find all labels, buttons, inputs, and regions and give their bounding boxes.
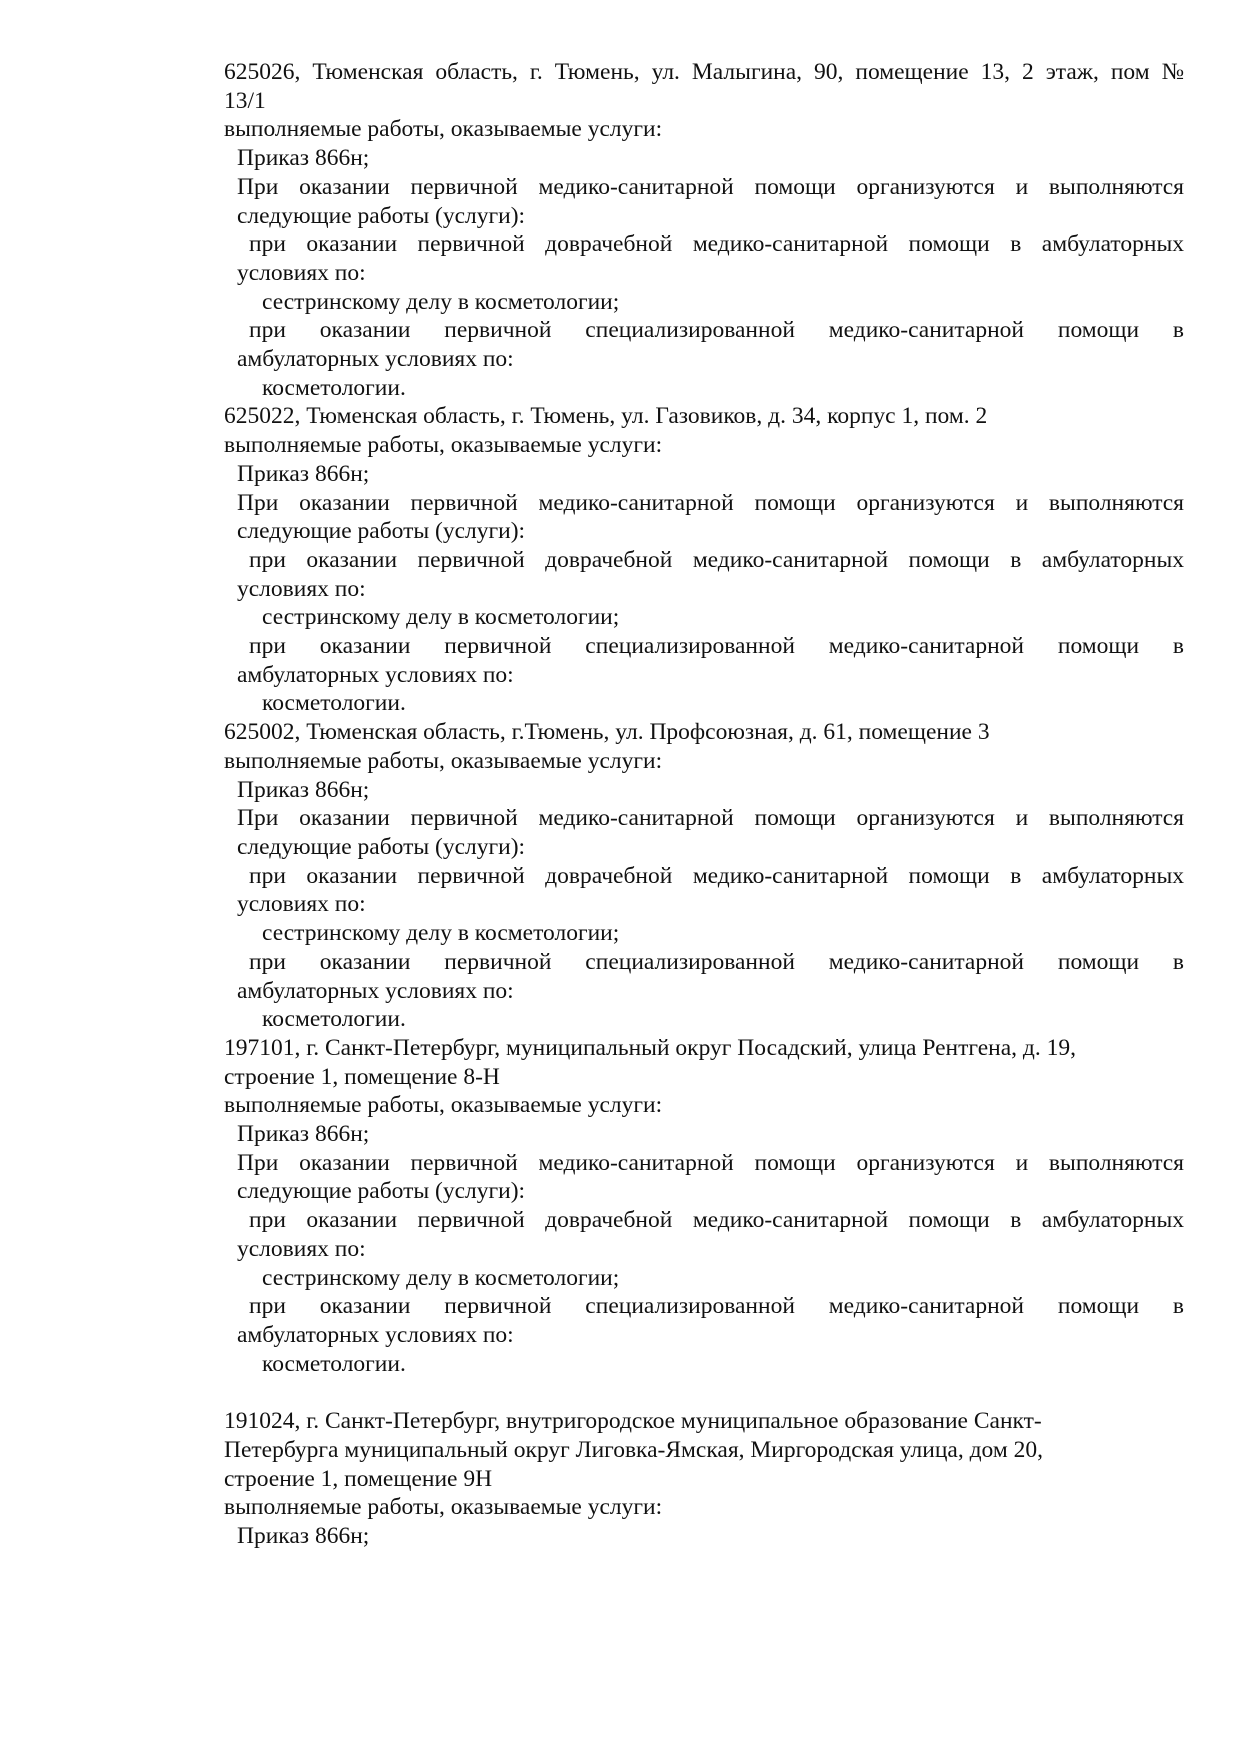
works-label: выполняемые работы, оказываемые услуги: <box>224 1494 663 1521</box>
cosmetology-item: косметологии. <box>262 690 406 717</box>
address-line: 625022, Тюменская область, г. Тюмень, ул. Газовиков, д. 34, корпус 1, пом. 2 <box>224 403 988 430</box>
address-section <box>224 1034 1184 1378</box>
primary-care-line: При оказании первичной медико-санитарной помощи организуются и выполняются <box>237 489 1184 516</box>
address-line: 625026, Тюменская область, г. Тюмень, ул. Малыгина, 90, помещение 13, 2 этаж, пом № <box>224 59 1184 85</box>
cosmetology-item: косметологии. <box>262 1350 406 1377</box>
prevrach-care-line: при оказании первичной доврачебной медико-санитарной помощи в амбулаторных <box>249 862 1184 889</box>
special-care-line: амбулаторных условиях по: <box>237 977 514 1004</box>
prevrach-care-line: при оказании первичной доврачебной медико-санитарной помощи в амбулаторных <box>249 231 1184 258</box>
address-line: 191024, г. Санкт-Петербург, внутригородское муниципальное образование Санкт- <box>224 1408 1042 1435</box>
primary-care-line: следующие работы (услуги): <box>237 518 526 545</box>
special-care-line: при оказании первичной специализированной медико-санитарной помощи в <box>249 317 1184 344</box>
prevrach-care-line: при оказании первичной доврачебной медико-санитарной помощи в амбулаторных <box>249 1207 1184 1234</box>
order-ref: Приказ 866н; <box>237 1523 370 1550</box>
blank-line <box>224 1378 1184 1407</box>
order-ref: Приказ 866н; <box>237 776 370 803</box>
order-ref: Приказ 866н; <box>237 460 370 487</box>
address-line: 625002, Тюменская область, г.Тюмень, ул. Профсоюзная, д. 61, помещение 3 <box>224 719 990 746</box>
primary-care-line: При оказании первичной медико-санитарной помощи организуются и выполняются <box>237 805 1184 832</box>
address-line: 13/1 <box>224 87 266 114</box>
address-section <box>224 58 1184 402</box>
address-line: строение 1, помещение 8-Н <box>224 1063 500 1090</box>
special-care-line: при оказании первичной специализированной медико-санитарной помощи в <box>249 633 1184 660</box>
address-section <box>224 718 1184 1034</box>
primary-care-line: При оказании первичной медико-санитарной помощи организуются и выполняются <box>237 1149 1184 1176</box>
primary-care-line: следующие работы (услуги): <box>237 1178 526 1205</box>
order-ref: Приказ 866н; <box>237 145 370 172</box>
prevrach-care-line: условиях по: <box>237 891 366 918</box>
address-section <box>224 1407 1184 1551</box>
prevrach-care-line: условиях по: <box>237 259 366 286</box>
works-label: выполняемые работы, оказываемые услуги: <box>224 116 663 143</box>
special-care-line: при оказании первичной специализированной медико-санитарной помощи в <box>249 948 1184 975</box>
document-page <box>224 58 1184 1551</box>
nursing-item: сестринскому делу в косметологии; <box>262 288 620 315</box>
special-care-line: при оказании первичной специализированной медико-санитарной помощи в <box>249 1293 1184 1320</box>
works-label: выполняемые работы, оказываемые услуги: <box>224 747 663 774</box>
nursing-item: сестринскому делу в косметологии; <box>262 920 620 947</box>
works-label: выполняемые работы, оказываемые услуги: <box>224 432 663 459</box>
address-line: Петербурга муниципальный округ Лиговка-Ямская, Миргородская улица, дом 20, <box>224 1437 1043 1464</box>
works-label: выполняемые работы, оказываемые услуги: <box>224 1092 663 1119</box>
primary-care-line: При оказании первичной медико-санитарной помощи организуются и выполняются <box>237 173 1184 200</box>
primary-care-line: следующие работы (услуги): <box>237 833 526 860</box>
cosmetology-item: косметологии. <box>262 374 406 401</box>
primary-care-line: следующие работы (услуги): <box>237 202 526 229</box>
address-section <box>224 402 1184 718</box>
prevrach-care-line: при оказании первичной доврачебной медико-санитарной помощи в амбулаторных <box>249 546 1184 573</box>
cosmetology-item: косметологии. <box>262 1006 406 1033</box>
prevrach-care-line: условиях по: <box>237 1235 366 1262</box>
special-care-line: амбулаторных условиях по: <box>237 661 514 688</box>
special-care-line: амбулаторных условиях по: <box>237 346 514 373</box>
order-ref: Приказ 866н; <box>237 1121 370 1148</box>
special-care-line: амбулаторных условиях по: <box>237 1321 514 1348</box>
address-line: 197101, г. Санкт-Петербург, муниципальный округ Посадский, улица Рентгена, д. 19, <box>224 1034 1076 1061</box>
nursing-item: сестринскому делу в косметологии; <box>262 604 620 631</box>
prevrach-care-line: условиях по: <box>237 575 366 602</box>
address-line: строение 1, помещение 9Н <box>224 1465 493 1492</box>
nursing-item: сестринскому делу в косметологии; <box>262 1264 620 1291</box>
